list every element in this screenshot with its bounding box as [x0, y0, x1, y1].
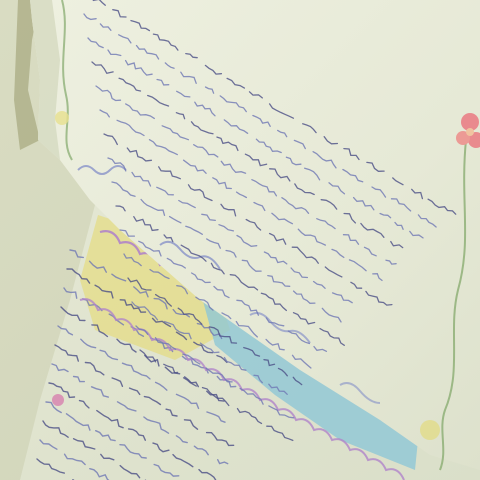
yellow-flower-icon — [420, 420, 440, 440]
bottom-flower-icon — [52, 394, 64, 406]
flower-icon-left — [55, 111, 69, 125]
